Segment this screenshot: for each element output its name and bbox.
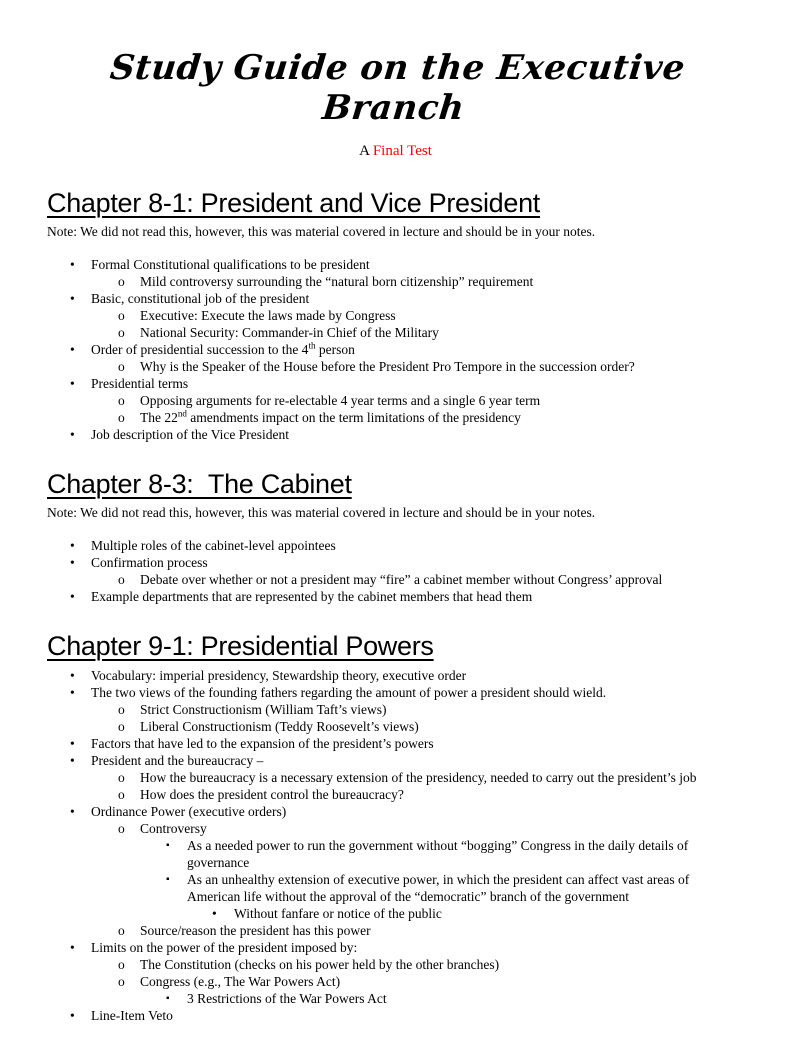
list-item [166, 871, 744, 905]
list-item [70, 554, 744, 571]
list-item [70, 537, 744, 554]
bullet-icon: o [118, 974, 125, 989]
list-item-text: Strict Constructionism (William Taft’s views) [140, 702, 387, 717]
list-item-text: Factors that have led to the expansion of the president’s powers [91, 736, 434, 751]
bullet-icon: • [70, 753, 75, 768]
list-item-text [140, 409, 744, 426]
bullet-icon: • [212, 906, 217, 921]
document-subtitle [47, 142, 744, 160]
list-item [118, 956, 744, 973]
subtitle-prefix: A [359, 143, 373, 159]
list-item [70, 256, 744, 273]
bullet-icon: • [70, 1008, 75, 1023]
bullet-icon: • [70, 257, 75, 272]
list-item-text: Opposing arguments for re-electable 4 year terms and a single 6 year term [140, 393, 541, 408]
bullet-icon: • [70, 291, 75, 306]
list-item-text: Example departments that are represented by the cabinet members that head them [91, 589, 533, 604]
list-item-text: Liberal Constructionism (Teddy Roosevelt’s views) [140, 719, 419, 734]
list-item [70, 939, 744, 956]
bullet-list [47, 256, 744, 443]
list-item [70, 290, 744, 307]
section-note: Note: We did not read this, however, this was material covered in lecture and should be in your notes. [47, 505, 596, 520]
list-item-text: Debate over whether or not a president may “fire” a cabinet member without Congress’ approval [140, 572, 663, 587]
bullet-list [47, 537, 744, 605]
bullet-icon: o [118, 787, 125, 802]
list-item [118, 392, 744, 409]
list-item-text: Without fanfare or notice of the public [234, 906, 442, 921]
list-item [118, 324, 744, 341]
bullet-icon: • [70, 685, 75, 700]
section-heading: Chapter 8-1: President and Vice President [47, 188, 541, 218]
bullet-icon: o [118, 923, 125, 938]
section-note: Note: We did not read this, however, this was material covered in lecture and should be in your notes. [47, 224, 596, 239]
list-item [70, 588, 744, 605]
list-item [70, 341, 744, 358]
bullet-icon: o [118, 572, 125, 587]
list-item-text: Executive: Execute the laws made by Congress [140, 308, 396, 323]
text-run: The 22 [140, 410, 178, 425]
text-run: amendments impact on the term limitations of the presidency [186, 410, 521, 425]
list-item [212, 905, 744, 922]
list-item [118, 307, 744, 324]
list-item [118, 973, 744, 990]
list-item-text: 3 Restrictions of the War Powers Act [187, 991, 387, 1006]
ordinal-superscript: nd [177, 408, 187, 419]
list-item-text: As a needed power to run the government without “bogging” Congress in the daily details of governance [187, 838, 689, 870]
bullet-icon: o [118, 308, 125, 323]
section-heading: Chapter 9-1: Presidential Powers [47, 631, 434, 661]
list-item-text: Job description of the Vice President [91, 427, 290, 442]
bullet-icon: o [118, 957, 125, 972]
list-item [118, 820, 744, 837]
bullet-icon: ▪ [166, 840, 170, 851]
document-section [47, 469, 744, 605]
list-item-text: How does the president control the bureaucracy? [140, 787, 404, 802]
list-item-text: Limits on the power of the president imposed by: [91, 940, 358, 955]
ordinal-superscript: th [308, 340, 316, 351]
list-item-text: President and the bureaucracy – [91, 753, 264, 768]
bullet-icon: • [70, 736, 75, 751]
list-item-text: Presidential terms [91, 376, 189, 391]
list-item [118, 273, 744, 290]
bullet-icon: o [118, 770, 125, 785]
document-section [47, 188, 744, 443]
list-item [118, 786, 744, 803]
text-run: Order of presidential succession to the 4 [91, 342, 309, 357]
text-run: person [315, 342, 355, 357]
bullet-icon: o [118, 821, 125, 836]
bullet-icon: • [70, 804, 75, 819]
list-item [70, 803, 744, 820]
bullet-icon: o [118, 410, 125, 425]
list-item [70, 684, 744, 701]
list-item-text: Source/reason the president has this power [140, 923, 371, 938]
bullet-icon: ▪ [166, 993, 170, 1004]
bullet-icon: • [70, 342, 75, 357]
bullet-icon: • [70, 668, 75, 683]
list-item-text: Vocabulary: imperial presidency, Stewardship theory, executive order [91, 668, 467, 683]
list-item-text: Mild controversy surrounding the “natural born citizenship” requirement [140, 274, 534, 289]
list-item-text: Formal Constitutional qualifications to be president [91, 257, 370, 272]
list-item-text: Confirmation process [91, 555, 208, 570]
bullet-icon: • [70, 427, 75, 442]
bullet-icon: o [118, 393, 125, 408]
bullet-icon: • [70, 940, 75, 955]
list-item-text: How the bureaucracy is a necessary extension of the presidency, needed to carry out the president’s job [140, 770, 697, 785]
list-item [70, 1007, 744, 1024]
list-item-text: As an unhealthy extension of executive power, in which the president can affect vast areas of American life without the approval of the “democratic” branch of the government [187, 872, 690, 904]
bullet-icon: o [118, 719, 125, 734]
document-section [47, 631, 744, 1024]
list-item-text: Basic, constitutional job of the president [91, 291, 310, 306]
list-item-text [91, 341, 744, 358]
list-item [166, 990, 744, 1007]
list-item [118, 571, 744, 588]
bullet-icon: o [118, 325, 125, 340]
bullet-icon: • [70, 376, 75, 391]
list-item-text: Line-Item Veto [91, 1008, 173, 1023]
list-item [118, 358, 744, 375]
bullet-icon: • [70, 589, 75, 604]
list-item [70, 667, 744, 684]
list-item-text: The Constitution (checks on his power held by the other branches) [140, 957, 500, 972]
bullet-icon: o [118, 359, 125, 374]
bullet-list [47, 667, 744, 1024]
bullet-icon: o [118, 274, 125, 289]
list-item-text: Controversy [140, 821, 207, 836]
list-item [118, 769, 744, 786]
list-item [70, 375, 744, 392]
bullet-icon: ▪ [166, 874, 170, 885]
list-item [118, 922, 744, 939]
section-heading: Chapter 8-3: The Cabinet [47, 469, 352, 499]
list-item-text: Multiple roles of the cabinet-level appointees [91, 538, 336, 553]
subtitle-emphasis: Final Test [372, 143, 432, 159]
list-item [118, 409, 744, 426]
list-item [166, 837, 744, 871]
bullet-icon: • [70, 555, 75, 570]
list-item-text: Congress (e.g., The War Powers Act) [140, 974, 341, 989]
list-item-text: The two views of the founding fathers regarding the amount of power a president should wield. [91, 685, 607, 700]
list-item [70, 752, 744, 769]
list-item-text: National Security: Commander-in Chief of the Military [140, 325, 439, 340]
list-item [70, 735, 744, 752]
list-item [70, 426, 744, 443]
list-item [118, 718, 744, 735]
document-title: Study Guide on the Executive Branch [108, 48, 688, 128]
list-item [118, 701, 744, 718]
sections-container [47, 188, 744, 1024]
list-item-text: Ordinance Power (executive orders) [91, 804, 287, 819]
list-item-text: Why is the Speaker of the House before the President Pro Tempore in the succession order? [140, 359, 635, 374]
bullet-icon: o [118, 702, 125, 717]
bullet-icon: • [70, 538, 75, 553]
